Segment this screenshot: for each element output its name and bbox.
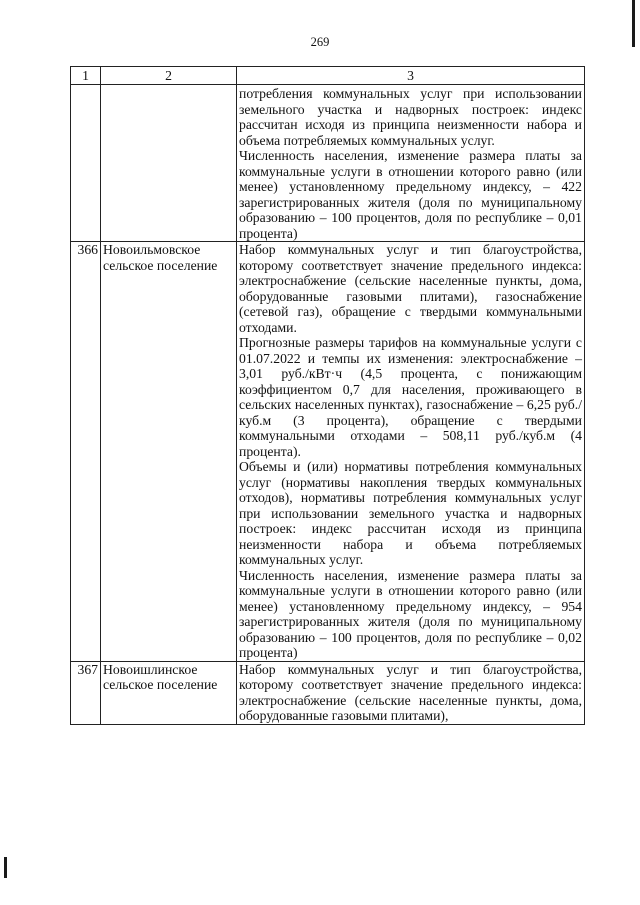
row-description: [237, 242, 585, 662]
description-paragraph: Численность населения, изменение размера платы за коммунальные услуги в отношении которого равно (или менее) установленному предельному индексу, – 422 зарегистрированных жителя (доля по муниципальному образованию – 100 процентов, доля по республике – 0,01 процента): [239, 148, 582, 241]
header-col-1: 1: [71, 67, 101, 85]
description-paragraph: Численность населения, изменение размера платы за коммунальные услуги в отношении которого равно (или менее) установленному предельному индексу, – 954 зарегистрированных жителя (доля по муниципальному образованию – 100 процентов, доля по республике – 0,02 процента): [239, 567, 582, 660]
table-row: [71, 242, 585, 662]
settlement-name: Новоишлинское сельское поселение: [101, 661, 237, 724]
table-row: [71, 661, 585, 724]
header-col-3: 3: [237, 67, 585, 85]
description-paragraph: Объемы и (или) нормативы потребления коммунальных услуг (нормативы накопления твердых коммунальных отходов), нормативы потребления коммунальных услуг при использовании земельного участка и надворных построек: индекс рассчитан исходя из принципа неизменности набора и объема потребляемых коммунальных услуг.: [239, 459, 582, 567]
row-number: 367: [71, 661, 101, 724]
settlement-name: Новоильмовское сельское поселение: [101, 242, 237, 662]
header-row: [71, 67, 585, 85]
row-description: [237, 661, 585, 724]
settlement-name: [101, 85, 237, 242]
description-paragraph: Набор коммунальных услуг и тип благоустройства, которому соответствует значение предельного индекса: электроснабжение (сельские населенные пункты, дома, оборудованные газовыми плитами),: [239, 661, 582, 723]
table-row: [71, 85, 585, 242]
header-col-2: 2: [101, 67, 237, 85]
row-number: [71, 85, 101, 242]
scan-edge-mark-bottom-left: [4, 857, 7, 878]
page-number: 269: [310, 35, 330, 49]
description-paragraph: потребления коммунальных услуг при использовании земельного участка и надворных построек: индекс рассчитан исходя из принципа неизменности набора и объема потребляемых коммунальных услуг.: [239, 86, 582, 148]
row-number: 366: [71, 242, 101, 662]
row-description: [237, 85, 585, 242]
description-paragraph: Прогнозные размеры тарифов на коммунальные услуги с 01.07.2022 и темпы их изменения: электроснабжение – 3,01 руб./кВт·ч (4,5 процента, с понижающим коэффициентом 0,7 для населения, проживающего в сельских населенных пунктах), газоснабжение – 6,25 руб./куб.м (3 процента), обращение с твердыми коммунальными отходами – 508,11 руб./куб.м (4 процента).: [239, 335, 582, 459]
table-header: [71, 67, 585, 85]
tariff-table: [70, 66, 585, 725]
description-paragraph: Набор коммунальных услуг и тип благоустройства, которому соответствует значение предельного индекса: электроснабжение (сельские населенные пункты, дома, оборудованные газовыми плитами), газоснабжение (сетевой газ), обращение с твердыми коммунальными отходами.: [239, 242, 582, 335]
